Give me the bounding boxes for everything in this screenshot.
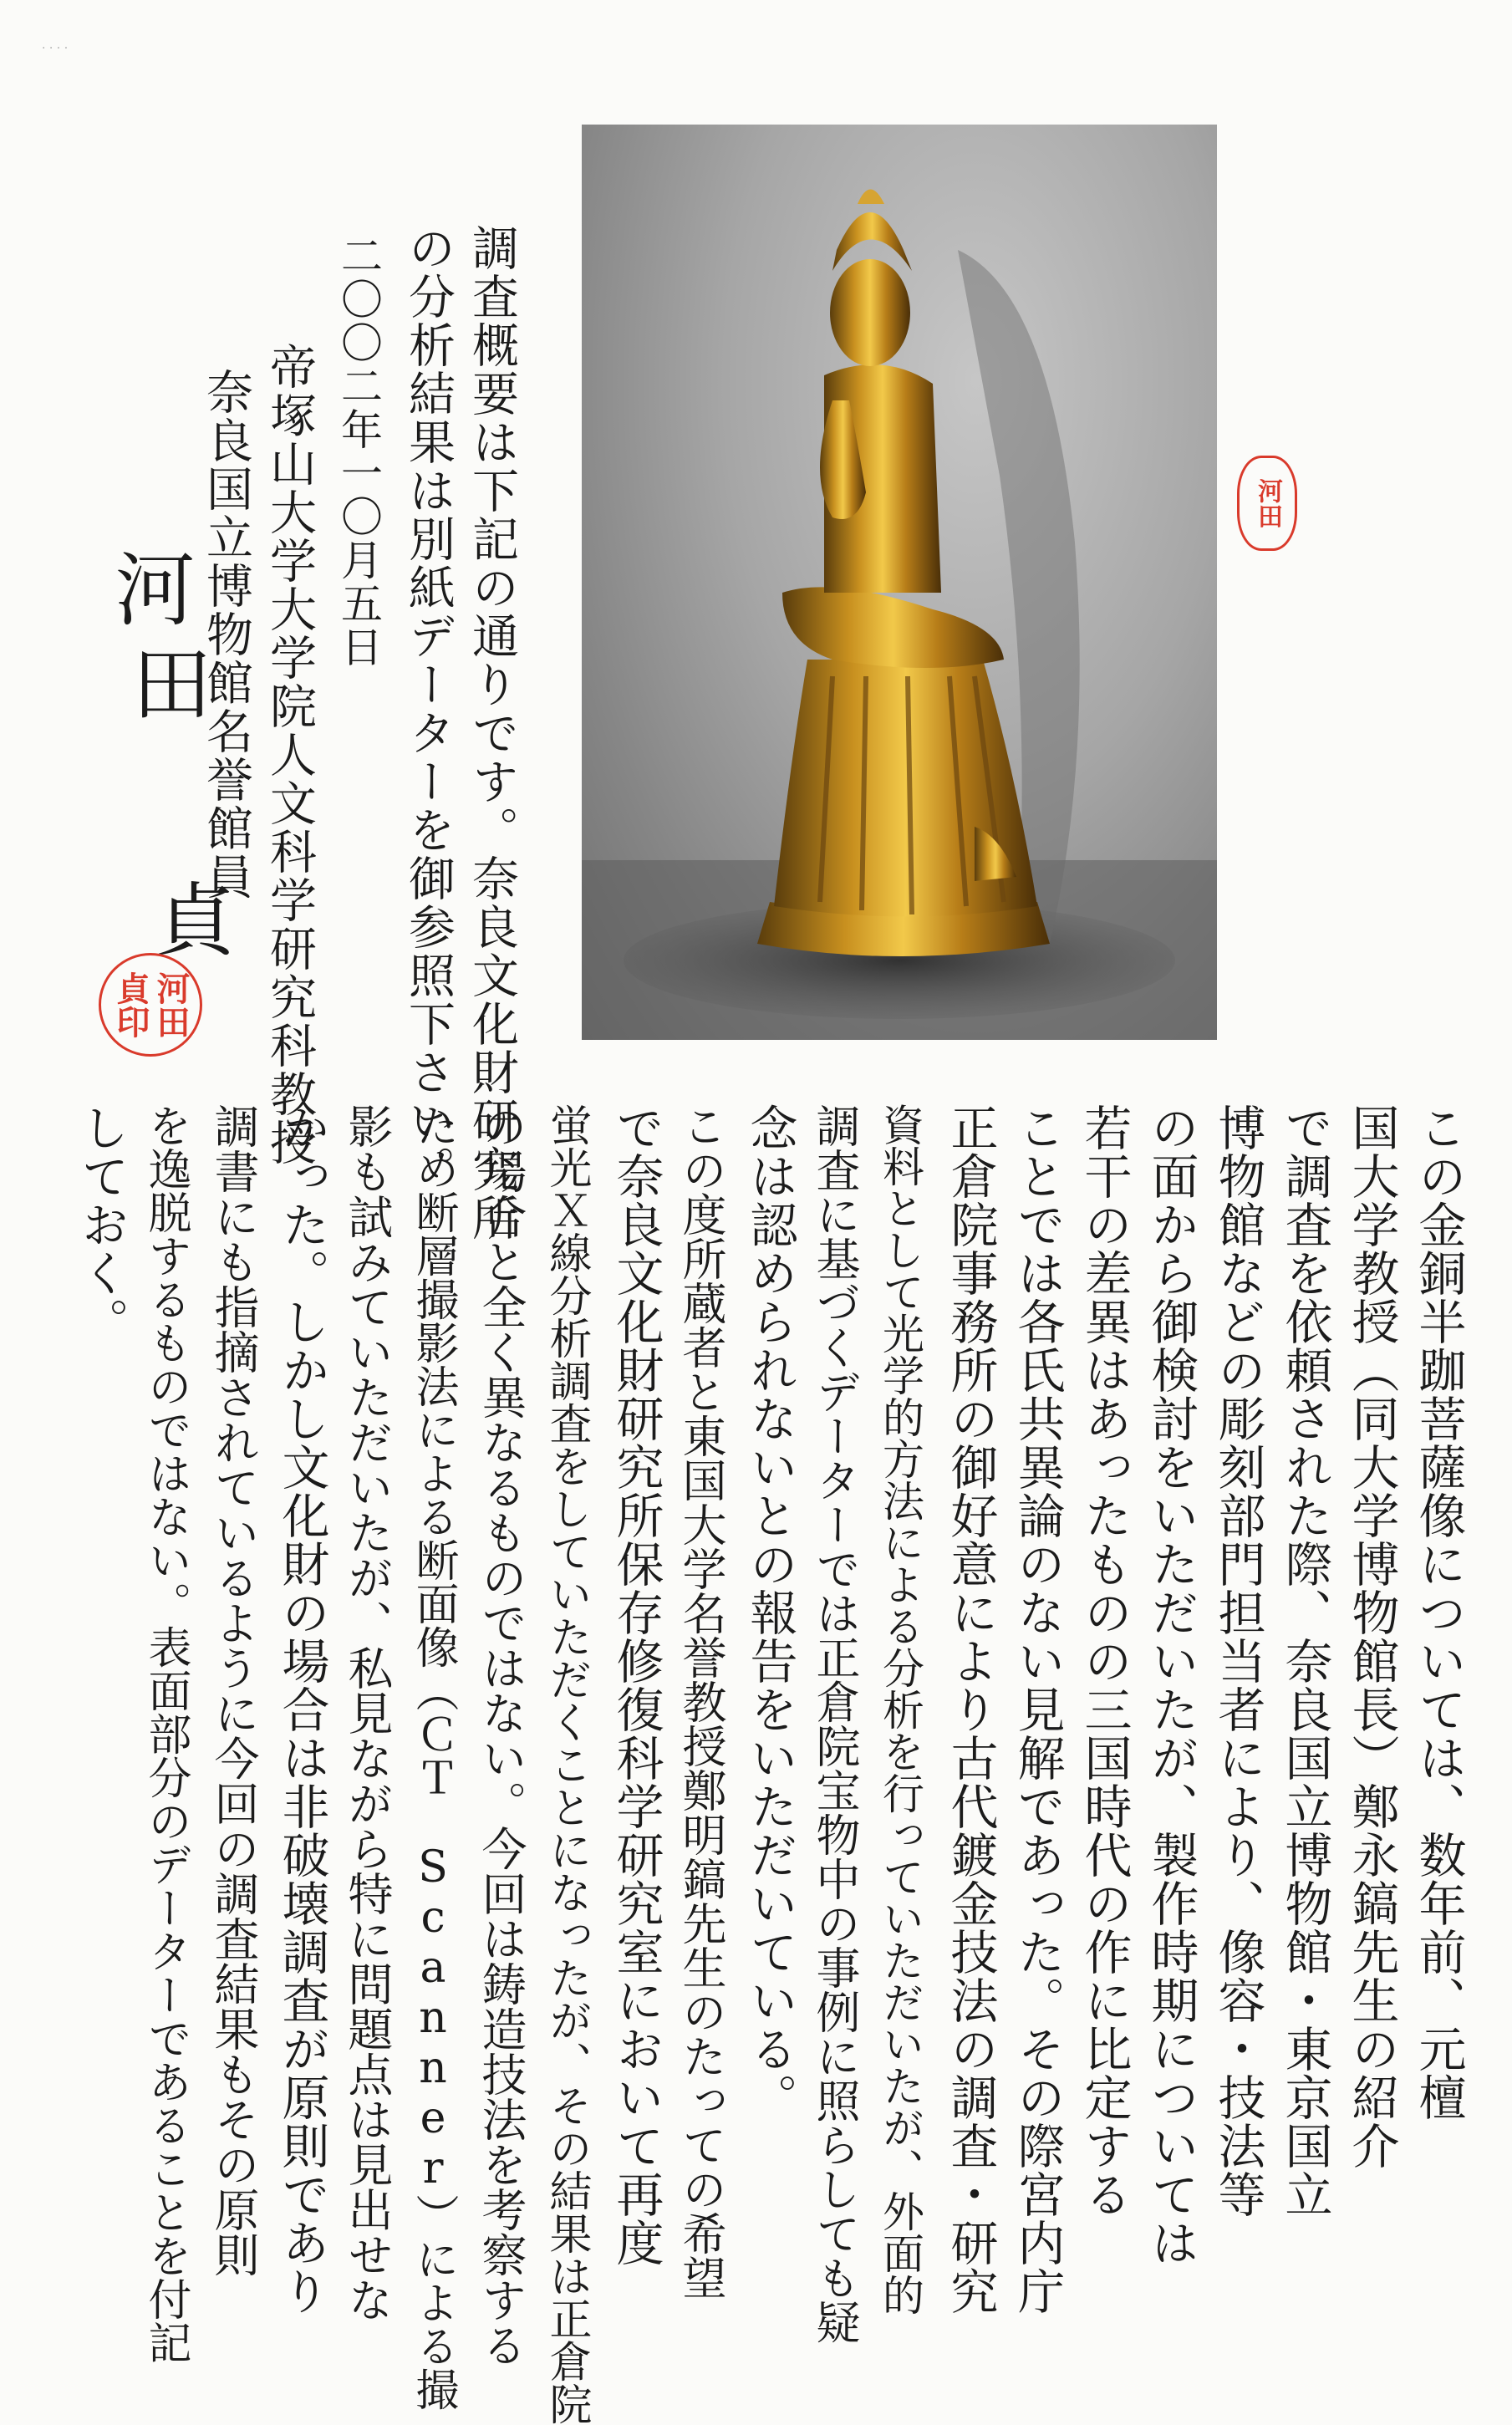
upper-column-affiliation-2: 奈良国立博物館名誉館員: [199, 368, 253, 901]
seal-big-char-4: 印: [111, 1005, 150, 1038]
header-speck: · · · ·: [42, 42, 69, 55]
seal-big-char-3: 貞: [111, 971, 150, 1005]
lower-column-2: 国大学教授（同大学博物館長）鄭永鎬先生の紹介: [1344, 1103, 1399, 2170]
signature-kawa: 河: [102, 548, 196, 628]
seal-big-char-2: 田: [151, 1005, 191, 1038]
seal-small: [1237, 456, 1297, 551]
lower-column-3: で調査を依頼された際、奈良国立博物館・東京国立: [1277, 1103, 1332, 2219]
lower-column-8: 正倉院事務所の御好意により古代鍍金技法の調査・研究: [943, 1103, 998, 2315]
seal-big: [99, 953, 202, 1057]
lower-column-10: 調査に基づくデーターでは正倉院宝物中の事例に照らしても疑: [809, 1103, 860, 2344]
lower-column-1: この金銅半跏菩薩像については、数年前、元檀: [1411, 1103, 1466, 2122]
lower-column-18: かった。しかし文化財の場合は非破壊調査が原則であり: [274, 1103, 329, 2315]
lower-column-7: ことでは各氏共異論のない見解であった。その際宮内庁: [1010, 1103, 1065, 2315]
signature-sada: 貞: [142, 878, 236, 958]
lower-column-21: しておく。: [74, 1103, 129, 1346]
lower-column-5: の面から御検討をいただいたが、製作時期については: [1143, 1103, 1199, 2267]
lower-column-6: 若干の差異はあったものの三国時代の作に比定する: [1077, 1103, 1132, 2219]
upper-column-affiliation-1: 帝塚山大学大学院人文科学研究科教授: [262, 343, 317, 1167]
upper-column-date: 二〇〇二年一〇月五日: [334, 234, 383, 669]
lower-column-14: 蛍光Ｘ線分析調査をしていただくことになったが、その結果は正倉院: [542, 1103, 591, 2425]
seal-small-text: 河田: [1253, 478, 1282, 528]
signature-ta: 田: [119, 642, 212, 722]
lower-column-16: ため断層撮影法による断面像（ＣＴ Scanner）による撮: [408, 1103, 458, 2411]
lower-column-15: の場合と全く異なるものではない。今回は鋳造技法を考察する: [475, 1103, 527, 2367]
upper-column-1: 調査概要は下記の通りです。奈良文化財研究所: [465, 224, 519, 1242]
lower-column-11: 念は認められないとの報告をいただいている。: [742, 1103, 797, 2122]
lower-column-19: 調書にも指摘されているように今回の調査結果もその原則: [207, 1103, 260, 2277]
lower-column-9: 資料として光学的方法による分析を行っていただいたが、外面的: [876, 1103, 924, 2315]
lower-column-17: 影も試みていただいたが、私見ながら特に問題点は見出せな: [341, 1103, 394, 2322]
lower-column-12: この度所蔵者と東国大学名誉教授鄭明鎬先生のたっての希望: [675, 1103, 726, 2300]
lower-column-13: で奈良文化財研究所保存修復科学研究室において再度: [608, 1103, 664, 2267]
lower-column-4: 博物館などの彫刻部門担当者により、像容・技法等: [1210, 1103, 1265, 2219]
lower-column-20: を逸脱するものではない。表面部分のデーターであることを付記: [140, 1103, 191, 2364]
seal-big-char-1: 河: [151, 971, 191, 1005]
upper-column-2: の分析結果は別紙データーを御参照下さい。: [401, 224, 456, 1194]
bodhisattva-photo: [582, 125, 1217, 1040]
